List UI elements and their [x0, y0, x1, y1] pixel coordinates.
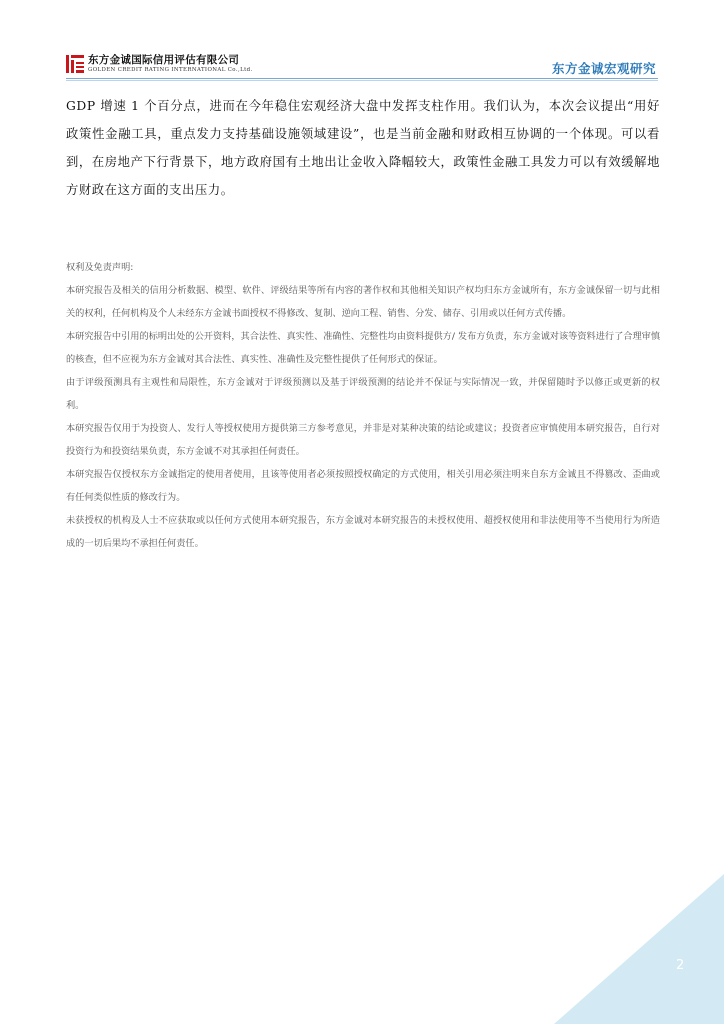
brand-title: 东方金诚宏观研究 [551, 61, 656, 76]
page-number: 2 [676, 958, 685, 973]
company-name-cn: 东方金诚国际信用评估有限公司 [88, 54, 240, 66]
page-header [0, 0, 724, 80]
header-divider-secondary [66, 80, 658, 81]
disclaimer-item: 本研究报告仅用于为投资人、发行人等授权使用方提供第三方参考意见，并非是对某种决策的结论或建议；投资者应审慎使用本研究报告，自行对投资行为和投资结果负责，东方金诚不对其承担任何责任。 [66, 423, 660, 457]
disclaimer-item: 由于评级预测具有主观性和局限性，东方金诚对于评级预测以及基于评级预测的结论并不保证与实际情况一致，并保留随时予以修正或更新的权利。 [66, 377, 660, 411]
company-logo [66, 54, 253, 76]
disclaimer-title: 权利及免责声明: [66, 262, 134, 273]
disclaimer-item: 未获授权的机构及人士不应获取或以任何方式使用本研究报告，东方金诚对本研究报告的未授权使用、超授权使用和非法使用等不当使用行为所造成的一切后果均不承担任何责任。 [66, 515, 660, 549]
main-body [66, 92, 660, 204]
body-paragraph: GDP 增速 1 个百分点，进而在今年稳住宏观经济大盘中发挥支柱作用。我们认为，本次会议提出“用好政策性金融工具，重点发力支持基础设施领域建设”，也是当前金融和财政相互协调的一个体现。可以看到，在房地产下行背景下，地方政府国有土地出让金收入降幅较大，政策性金融工具发力可以有效缓解地方财政在这方面的支出压力。 [66, 99, 660, 197]
logo-mark-icon [66, 54, 84, 74]
header-divider [66, 78, 658, 79]
disclaimer-item: 本研究报告及相关的信用分析数据、模型、软件、评级结果等所有内容的著作权和其他相关知识产权均归东方金诚所有，东方金诚保留一切与此相关的权利，任何机构及个人未经东方金诚书面授权不得修改、复制、逆向工程、销售、分发、储存、引用或以任何方式传播。 [66, 285, 660, 319]
disclaimer-item: 本研究报告仅授权东方金诚指定的使用者使用，且该等使用者必须按照授权确定的方式使用，相关引用必须注明来自东方金诚且不得篡改、歪曲或有任何类似性质的修改行为。 [66, 469, 660, 503]
corner-decoration [554, 874, 724, 1024]
disclaimer-item: 本研究报告中引用的标明出处的公开资料，其合法性、真实性、准确性、完整性均由资料提供方/ 发布方负责，东方金诚对该等资料进行了合理审慎的核查，但不应视为东方金诚对其合法性、真实性、准确性及完整性提供了任何形式的保证。 [66, 331, 661, 365]
disclaimer-section [66, 256, 660, 555]
company-name-en: GOLDEN CREDIT RATING INTERNATIONAL Co.,Ltd. [88, 67, 253, 73]
